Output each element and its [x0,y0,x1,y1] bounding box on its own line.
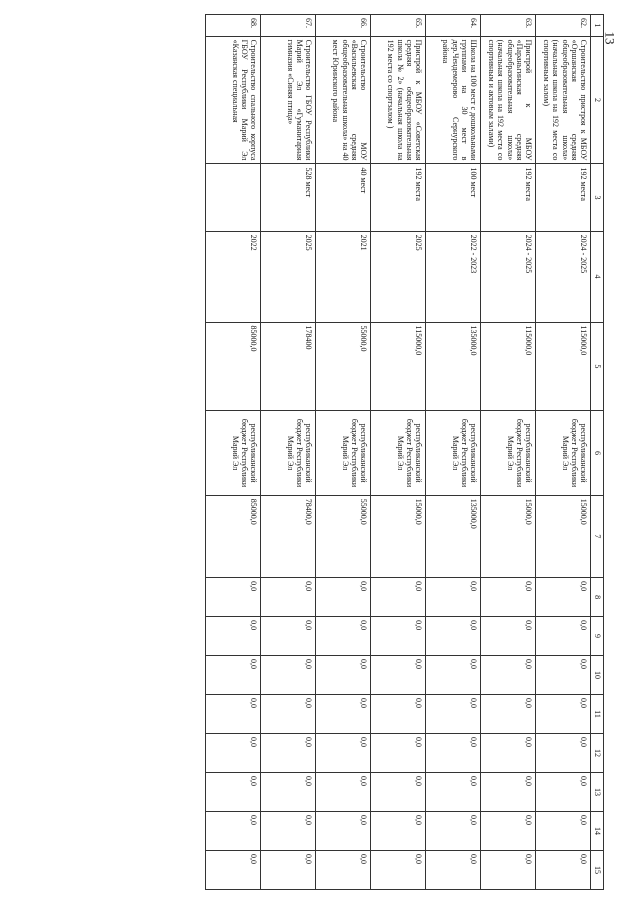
year-value-cell: 0,0 [536,811,591,850]
year-value-cell: 0,0 [481,773,536,812]
year-value-cell: 0,0 [261,578,316,617]
year-value-cell: 0,0 [206,811,261,850]
object-name-cell: Школа на 100 мест с дошкольными группами на 30 мест в дер.Чендемерово Сернурского района [426,36,481,164]
table-row [261,15,316,890]
year-value-cell: 0,0 [371,773,426,812]
year-value-cell: 0,0 [316,578,371,617]
capacity-cell: 192 места [536,164,591,231]
funding-source-cell: республиканский бюджет Республики Марий Эл [316,411,371,495]
object-name-cell: Пристрой к МБОУ «Советская средняя общеобразовательная школа № 2» (начальная школа на 192 места со спортзалом ) [371,36,426,164]
column-number-header: 7 [591,495,604,577]
year-value-cell: 0,0 [371,695,426,734]
year-value-cell: 78400,0 [261,495,316,577]
year-value-cell: 0,0 [261,850,316,889]
period-cell: 2025 [371,231,426,322]
year-value-cell: 0,0 [536,850,591,889]
capacity-cell [206,164,261,231]
year-value-cell: 0,0 [206,734,261,773]
year-value-cell: 135000,0 [426,495,481,577]
year-value-cell: 0,0 [426,656,481,695]
funding-source-cell: республиканский бюджет Республики Марий Эл [261,411,316,495]
year-value-cell: 0,0 [481,617,536,656]
table-row [426,15,481,890]
column-number-header: 11 [591,695,604,734]
column-number-header: 13 [591,773,604,812]
period-cell: 2022 - 2023 [426,231,481,322]
period-cell: 2024 - 2025 [481,231,536,322]
year-value-cell: 15000,0 [536,495,591,577]
year-value-cell: 0,0 [426,695,481,734]
year-value-cell: 0,0 [206,617,261,656]
year-value-cell: 85000,0 [206,495,261,577]
year-value-cell: 15000,0 [371,495,426,577]
column-number-header: 10 [591,656,604,695]
year-value-cell: 0,0 [426,811,481,850]
funding-source-cell: республиканский бюджет Республики Марий Эл [206,411,261,495]
year-value-cell: 0,0 [206,578,261,617]
row-number-cell: 63. [481,15,536,37]
period-cell: 2021 [316,231,371,322]
column-number-header: 8 [591,578,604,617]
column-number-header: 12 [591,734,604,773]
row-number-cell: 66. [316,15,371,37]
year-value-cell: 0,0 [316,811,371,850]
year-value-cell: 0,0 [316,850,371,889]
table-row [316,15,371,890]
year-value-cell: 0,0 [316,656,371,695]
investment-table [205,14,604,890]
year-value-cell: 0,0 [206,850,261,889]
capacity-cell: 192 места [481,164,536,231]
year-value-cell: 0,0 [371,578,426,617]
year-value-cell: 0,0 [536,656,591,695]
period-cell: 2022 [206,231,261,322]
funding-source-cell: республиканский бюджет Республики Марий Эл [426,411,481,495]
year-value-cell: 0,0 [481,656,536,695]
year-value-cell: 0,0 [261,695,316,734]
total-cost-cell: 115000,0 [481,322,536,411]
year-value-cell: 0,0 [426,850,481,889]
funding-source-cell: республиканский бюджет Республики Марий Эл [481,411,536,495]
year-value-cell: 0,0 [536,695,591,734]
capacity-cell: 192 места [371,164,426,231]
row-number-cell: 67. [261,15,316,37]
column-number-header: 6 [591,411,604,495]
year-value-cell: 0,0 [261,811,316,850]
year-value-cell: 0,0 [261,773,316,812]
total-cost-cell: 115000,0 [536,322,591,411]
table-row [206,15,261,890]
object-name-cell: Строительство спального корпуса ГБОУ Республики Марий Эл «Казанская специальная [206,36,261,164]
year-value-cell: 0,0 [206,656,261,695]
year-value-cell: 0,0 [481,850,536,889]
year-value-cell: 0,0 [371,617,426,656]
year-value-cell: 0,0 [261,734,316,773]
year-value-cell: 0,0 [481,695,536,734]
year-value-cell: 0,0 [536,578,591,617]
year-value-cell: 0,0 [316,734,371,773]
year-value-cell: 0,0 [481,578,536,617]
year-value-cell: 0,0 [261,656,316,695]
year-value-cell: 0,0 [426,734,481,773]
year-value-cell: 0,0 [536,617,591,656]
row-number-cell: 62. [536,15,591,37]
column-number-header: 1 [591,15,604,37]
year-value-cell: 0,0 [316,695,371,734]
object-name-cell: Строительство ГБОУ Республики Марий Эл «Гуманитарная гимназия «Синяя птица» [261,36,316,164]
year-value-cell: 0,0 [371,656,426,695]
year-value-cell: 0,0 [426,773,481,812]
funding-source-cell: республиканский бюджет Республики Марий Эл [371,411,426,495]
table-row [481,15,536,890]
row-number-cell: 65. [371,15,426,37]
year-value-cell: 0,0 [371,734,426,773]
period-cell: 2025 [261,231,316,322]
object-name-cell: Строительство пристроя к МБОУ «Оршанская средняя общеобразовательная школа» (начальная школа на 192 места со спортивным залом) [536,36,591,164]
year-value-cell: 0,0 [536,773,591,812]
year-value-cell: 0,0 [536,734,591,773]
column-number-header: 14 [591,811,604,850]
total-cost-cell: 135000,0 [426,322,481,411]
funding-source-cell: республиканский бюджет Республики Марий Эл [536,411,591,495]
year-value-cell: 0,0 [316,773,371,812]
year-value-cell: 0,0 [481,734,536,773]
year-value-cell: 0,0 [426,617,481,656]
total-cost-cell: 55000,0 [316,322,371,411]
object-name-cell: Пристрой к МБОУ «Параньгинская средняя общеобразовательная школа» (начальная школа на 192 места со спортивным и актовым залами) [481,36,536,164]
year-value-cell: 15000,0 [481,495,536,577]
column-number-header: 15 [591,850,604,889]
year-value-cell: 0,0 [206,773,261,812]
column-number-row [591,15,604,890]
rotated-table-sheet [115,14,604,890]
table-body [206,15,591,890]
year-value-cell: 0,0 [371,811,426,850]
object-name-cell: Строительство МОУ «Васильевская средняя общеобразовательная школа» на 40 мест Юринского района [316,36,371,164]
year-value-cell: 0,0 [481,811,536,850]
column-number-header: 9 [591,617,604,656]
year-value-cell: 55000,0 [316,495,371,577]
total-cost-cell: 178400 [261,322,316,411]
column-number-header: 3 [591,164,604,231]
year-value-cell: 0,0 [371,850,426,889]
table-row [371,15,426,890]
year-value-cell: 0,0 [206,695,261,734]
capacity-cell: 100 мест [426,164,481,231]
column-number-header: 4 [591,231,604,322]
period-cell: 2024 - 2025 [536,231,591,322]
row-number-cell: 68. [206,15,261,37]
total-cost-cell: 85000,0 [206,322,261,411]
year-value-cell: 0,0 [261,617,316,656]
capacity-cell: 40 мест [316,164,371,231]
column-number-header: 5 [591,322,604,411]
capacity-cell: 528 мест [261,164,316,231]
year-value-cell: 0,0 [426,578,481,617]
page-number: 13 [602,31,618,45]
table-row [536,15,591,890]
table-rotation-frame [115,14,604,890]
row-number-cell: 64. [426,15,481,37]
column-number-header: 2 [591,36,604,164]
year-value-cell: 0,0 [316,617,371,656]
total-cost-cell: 115000,0 [371,322,426,411]
